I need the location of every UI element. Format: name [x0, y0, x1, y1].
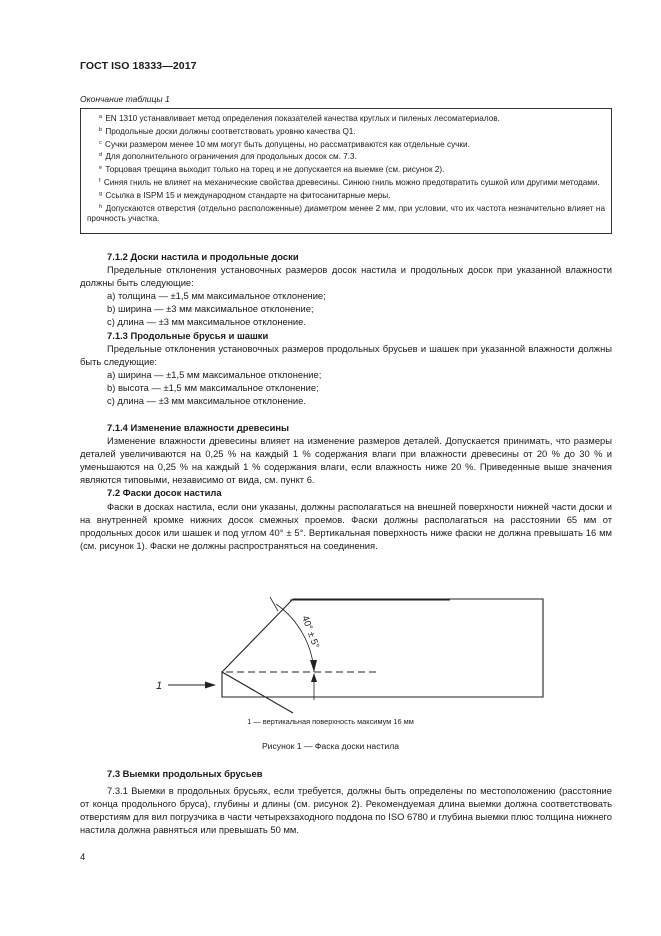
footnote-e: $^e$ Торцовая трещина выходит только на торец и не допускается на выемке (см. рисунок 2).	[99, 165, 445, 175]
page-number: 4	[80, 852, 86, 863]
paragraph-7-1-2: Предельные отклонения установочных размеров досок настила и продольных досок при указанной влажности должны быть следующие:	[80, 264, 612, 289]
list-item: b) высота — ±1,5 мм максимальное отклонение;	[107, 381, 319, 393]
callout-number: 1	[156, 680, 163, 692]
document-header: ГОСТ ISO 18333—2017	[80, 60, 197, 72]
footnote-c: $^c$ Сучки размером менее 10 мм могут быть допущены, но рассматриваются как отдельные сучки.	[99, 139, 470, 149]
heading-7-1-3: 7.1.3 Продольные брусья и шашки	[107, 329, 269, 341]
footnote-d: $^d$ Для дополнительного ограничения для продольных досок см. 7.3.	[99, 152, 357, 162]
paragraph-7-2: Фаски в досках настила, если они указаны, должны располагаться на внешней поверхности нижней части доски и на внутренней кромке нижних досок смежных проемов. Фаски должны располагаться на расстоянии 65 мм от продольных досок или шашек и под углом 40° ± 5°. Вертикальная поверхность ниже фаски не должна превышать 16 мм (см. рисунок 1). Фаски не должны распространяться на соединения.	[80, 500, 612, 551]
heading-7-2: 7.2 Фаски досок настила	[107, 487, 222, 499]
list-item: c) длина — ±3 мм максимальное отклонение.	[107, 316, 306, 328]
footnote-g: $^g$ Ссылка в ISPM 15 и международном стандарте на фитосанитарные меры.	[99, 190, 391, 200]
board-outline	[222, 599, 543, 713]
arc-arrowhead	[310, 660, 317, 672]
footnote-a: $^a$ EN 1310 устанавливает метод определения показателей качества круглых и пиленых лесоматериалов.	[99, 114, 500, 123]
footnote-b: $^b$ Продольные доски должны соответствовать уровню качества Q1.	[99, 126, 356, 136]
vertical-arrowhead	[311, 673, 317, 682]
list-item: a) ширина — ±1,5 мм максимальное отклонение;	[107, 368, 322, 380]
figure-1-caption: Рисунок 1 — Фаска доски настила	[261, 741, 400, 751]
angle-label: 40° ± 5°	[299, 614, 322, 650]
figure-1-legend: 1 — вертикальная поверхность максимум 16 мм	[247, 717, 414, 726]
heading-7-1-4: 7.1.4 Изменение влажности древесины	[107, 422, 290, 433]
list-item: b) ширина — ±3 мм максимальное отклонение;	[107, 303, 314, 315]
list-item: a) толщина — ±1,5 мм максимальное отклонение;	[107, 290, 326, 302]
callout-arrowhead	[205, 682, 216, 689]
footnote-h: $^h$ Допускаются отверстия (отдельно расположенные) диаметром менее 2 мм, при условии, что их частота незначительно влияет на прочность участка.	[87, 203, 605, 224]
list-item: c) длина — ±3 мм максимальное отклонение.	[107, 395, 306, 407]
paragraph-7-1-4: Изменение влажности древесины влияет на изменение размеров деталей. Допускается принимать, что размеры деталей увеличиваются на 0,25 % на каждый 1 % содержания влаги при влажности древесины от 20 % до 30 % и уменьшаются на 0,25 % на каждый 1 % содержания влаги, если влажность ниже 20 %. Приведенные выше значения являются типовыми, независимо от вида, см. пункт 6.	[80, 435, 612, 486]
paragraph-7-3-1: 7.3.1 Выемки в продольных брусьях, если требуется, должны быть определены по местоположению (расстояние от конца продольного бруса), глубины и длины (см. рисунок 2). Рекомендуемая длина выемки должна соответствовать отверстиям для вил погрузчика в части четырехзаходного поддона по ISO 6780 и глубина выемки плюс толщина нижнего настила должна равняться или превышать 50 мм.	[80, 785, 612, 836]
footnote-f: $^f$ Синяя гниль не влияет на механические свойства древесины. Синюю гниль можно предотвратить сушкой или другими методами.	[99, 177, 600, 187]
heading-7-1-2: 7.1.2 Доски настила и продольные доски	[107, 251, 299, 262]
extension-line	[270, 597, 278, 611]
paragraph-7-1-3: Предельные отклонения установочных размеров продольных брусьев и шашек при указанной влажности должны быть следующие:	[80, 342, 612, 367]
heading-7-3: 7.3 Выемки продольных брусьев	[107, 768, 263, 779]
table-continuation-caption: Окончание таблицы 1	[80, 94, 170, 104]
section-7-3	[80, 767, 612, 836]
